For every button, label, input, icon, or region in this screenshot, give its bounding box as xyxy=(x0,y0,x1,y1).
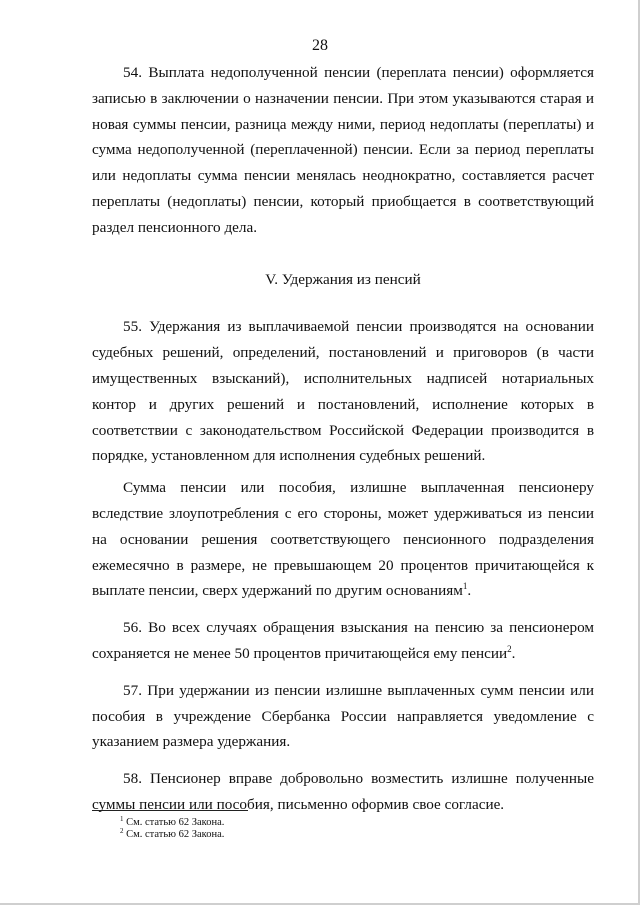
paragraph-55-continued xyxy=(92,475,594,604)
section-heading: V. Удержания из пенсий xyxy=(265,270,421,288)
paragraph-text: 56. Во всех случаях обращения взыскания на пенсию за пенсионером сохраняется не менее 50 процентов причитающейся ему пенсии xyxy=(92,619,594,662)
paragraph-tail: . xyxy=(467,582,472,600)
footnote-text: См. статью 62 Закона. xyxy=(123,829,225,840)
paragraph-text: 58. Пенсионер вправе добровольно возместить излишне полученные суммы пенсии или пособия, письменно оформив свое согласие. xyxy=(92,770,594,813)
paragraph-text: 57. При удержании из пенсии излишне выплаченных сумм пенсии или пособия в учреждение Сбербанка России направляется уведомление с указанием размера удержания. xyxy=(92,681,594,751)
paragraph-54: 54. Выплата недополученной пенсии (переплата пенсии) оформляется записью в заключении о назначении пенсии. При этом указываются старая и новая суммы пенсии, разница между ними, период недоплаты (переплаты) и сумма недополученной (переплаченной) пенсии. Если за период переплаты или недоплаты сумма пенсии менялась неоднократно, составляется расчет переплаты (недоплаты) пенсии, который приобщается в соответствующий раздел пенсионного дела. xyxy=(92,64,594,236)
paragraph-56 xyxy=(92,615,594,667)
footnote-separator xyxy=(92,810,248,811)
paragraph-55 xyxy=(92,314,594,469)
footnote-text: См. статью 62 Закона. xyxy=(123,817,225,828)
footnote-mark: 2 xyxy=(120,827,124,835)
paragraph-tail: . xyxy=(511,644,516,662)
document-body xyxy=(92,60,594,829)
page-number: 28 xyxy=(312,37,328,54)
footnote-item xyxy=(120,829,224,841)
footnote-ref: 2 xyxy=(507,643,512,654)
paragraph-text: Сумма пенсии или пособия, излишне выплаченная пенсионеру вследствие злоупотребления с его стороны, может удерживаться из пенсии на основании решения соответствующего пенсионного подразделения ежемесячно в размере, не превышающем 20 процентов причитающейся к выплате пенсии, сверх удержаний по другим основаниям xyxy=(92,479,594,600)
footnote-ref: 1 xyxy=(462,581,468,592)
footnote-mark: 1 xyxy=(120,815,124,823)
paragraph-57 xyxy=(92,678,594,755)
paragraph-text: 55. Удержания из выплачиваемой пенсии производятся на основании судебных решений, определений, постановлений и приговоров (в части имущественных взысканий), исполнительных надписей нотариальных контор и других решений и постановлений, исполнение которых в соответствии с законодательством Российской Федерации производится в порядке, установленном для исполнения судебных решений. xyxy=(92,318,594,465)
footnotes xyxy=(120,817,224,841)
footnote-item xyxy=(120,817,224,829)
